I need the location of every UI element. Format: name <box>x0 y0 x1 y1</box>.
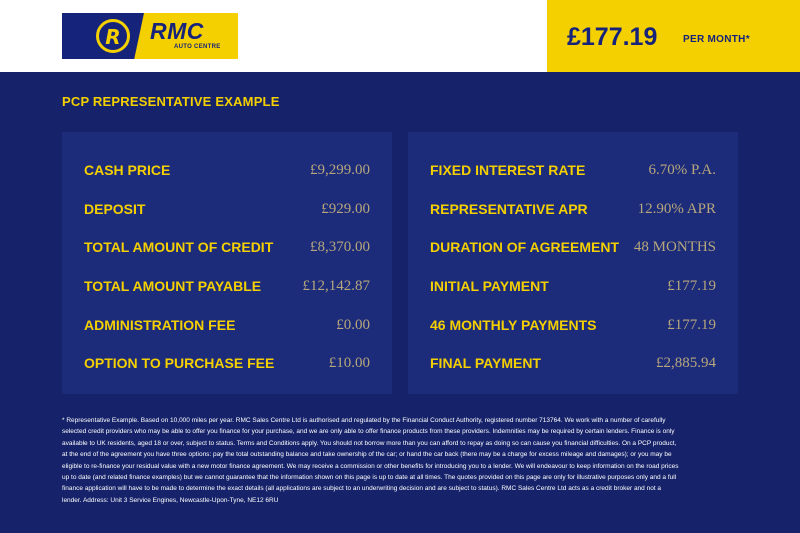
rmc-logo <box>62 13 238 59</box>
row-value: £12,142.87 <box>302 278 370 294</box>
row-label: DURATION OF AGREEMENT <box>430 239 619 255</box>
finance-row-apr <box>408 198 738 220</box>
row-value: £10.00 <box>328 355 370 371</box>
finance-row-deposit <box>62 198 392 220</box>
row-label: INITIAL PAYMENT <box>430 278 549 294</box>
finance-row-interest-rate <box>408 159 738 181</box>
finance-row-purchase-fee <box>62 352 392 374</box>
header <box>0 0 800 72</box>
monthly-price: £177.19 <box>567 23 658 51</box>
row-value: £177.19 <box>667 317 716 333</box>
finance-row-final-payment <box>408 352 738 374</box>
finance-row-cash-price <box>62 159 392 181</box>
finance-disclaimer: * Representative Example. Based on 10,000 miles per year. RMC Sales Centre Ltd is authorised and regulated by the Financial Conduct Authority, registered number 713764. We work with a number of carefully selected credit providers who may be able to offer you finance for your purchase, and we are only able to offer finance products from these providers. Indemnities may be required by certain lenders. Finance is only available to UK residents, aged 18 or over, subject to status. Terms and Conditions apply. You should not borrow more than you can afford to repay as doing so can cause you financial difficulties. On a PCP product, at the end of the agreement you have three options: pay the total outstanding balance and take ownership of the car; or hand the car back (there may be a charge for excess mileage and damages); or you may be eligible to re-finance your residual value with a new motor finance agreement. We may receive a commission or other benefits for introducing you to a lender. We will endeavour to keep information on the road prices up to date (and related finance examples) but we cannot guarantee that the information shown on this page is up to date at all times. The quotes provided on this page are only for illustrative purposes only and a full finance application will have to be made to determine the exact details (all applications are subject to an underwriting decision and are subject to status). RMC Sales Centre Ltd acts as a credit broker and not a lender. Address: Unit 3 Service Engines, Newcastle-Upon-Tyne, NE12 6RU <box>62 417 679 504</box>
right-finance-panel <box>408 132 738 394</box>
row-label: CASH PRICE <box>84 162 171 178</box>
finance-row-monthly-payments <box>408 314 738 336</box>
finance-row-total-credit <box>62 236 392 258</box>
row-label: FIXED INTEREST RATE <box>430 162 586 178</box>
row-value: £0.00 <box>336 317 370 333</box>
left-finance-panel <box>62 132 392 394</box>
section-title: PCP REPRESENTATIVE EXAMPLE <box>62 94 280 109</box>
row-value: 6.70% P.A. <box>648 162 716 178</box>
row-value: 48 MONTHS <box>633 239 716 255</box>
row-label: OPTION TO PURCHASE FEE <box>84 355 275 371</box>
row-label: FINAL PAYMENT <box>430 355 541 371</box>
row-value: £177.19 <box>667 278 716 294</box>
row-label: DEPOSIT <box>84 201 146 217</box>
row-value: £929.00 <box>321 201 370 217</box>
logo-tagline: AUTO CENTRE <box>174 44 221 50</box>
finance-row-total-payable <box>62 275 392 297</box>
row-label: REPRESENTATIVE APR <box>430 201 588 217</box>
logo-circle-icon <box>96 19 130 53</box>
row-value: £9,299.00 <box>310 162 370 178</box>
monthly-price-box <box>547 0 800 72</box>
row-label: 46 MONTHLY PAYMENTS <box>430 317 597 333</box>
row-label: TOTAL AMOUNT OF CREDIT <box>84 239 274 255</box>
row-value: £2,885.94 <box>656 355 716 371</box>
row-value: £8,370.00 <box>310 239 370 255</box>
row-label: TOTAL AMOUNT PAYABLE <box>84 278 262 294</box>
logo-text: RMC <box>150 18 204 44</box>
per-month-label: PER MONTH* <box>683 34 750 45</box>
finance-row-initial-payment <box>408 275 738 297</box>
row-label: ADMINISTRATION FEE <box>84 317 236 333</box>
logo-monogram: R <box>105 25 121 49</box>
row-value: 12.90% APR <box>637 201 716 217</box>
finance-details <box>0 72 800 533</box>
finance-row-duration <box>408 236 738 258</box>
finance-row-admin-fee <box>62 314 392 336</box>
